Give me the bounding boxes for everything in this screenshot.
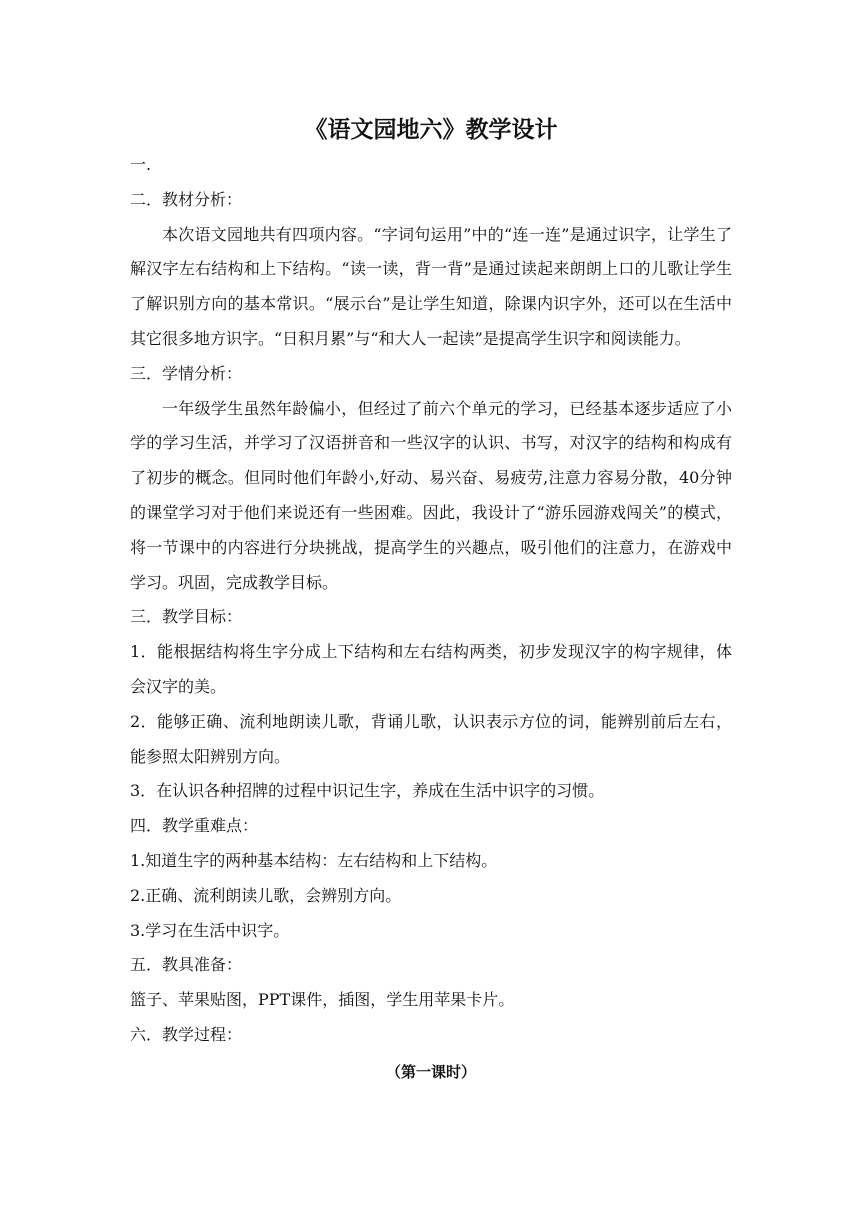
section-heading-teaching-goals: 三．教学目标：: [130, 607, 243, 627]
section-heading-textbook-analysis: 二．教材分析：: [130, 189, 243, 209]
goal-item-1: 1．能根据结构将生字分成上下结构和左右结构两类，初步发现汉字的构字规律，体会汉字的美。: [130, 642, 732, 696]
paragraph-textbook-analysis: 本次语文园地共有四项内容。“字词句运用”中的“连一连”是通过识字，让学生了解汉字左右结构和上下结构。“读一读，背一背”是通过读起来朗朗上口的儿歌让学生了解识别方向的基本常识。“展示台”是让学生知道，除课内识字外，还可以在生活中其它很多地方识字。“日积月累”与“和大人一起读”是提高学生识字和阅读能力。: [130, 224, 732, 348]
document-title: 《语文园地六》教学设计: [304, 117, 558, 143]
section-item-1: 一.: [130, 155, 152, 174]
goal-item-2: 2．能够正确、流利地朗读儿歌，背诵儿歌，认识表示方位的词，能辨别前后左右，能参照太阳辨别方向。: [130, 711, 732, 766]
section-heading-materials: 五．教具准备：: [130, 955, 243, 975]
key-point-item-1: 1.知道生字的两种基本结构：左右结构和上下结构。: [130, 850, 498, 870]
section-heading-student-analysis: 三．学情分析：: [130, 363, 243, 383]
paragraph-student-analysis: 一年级学生虽然年龄偏小，但经过了前六个单元的学习，已经基本逐步适应了小学的学习生活，并学习了汉语拼音和一些汉字的认识、书写，对汉字的结构和构成有了初步的概念。但同时他们年龄小,好动、易兴奋、易疲劳,注意力容易分散，40分钟的课堂学习对于他们来说还有一些困难。因此，我设计了“游乐园游戏闯关”的模式，将一节课中的内容进行分块挑战，提高学生的兴趣点，吸引他们的注意力，在游戏中学习。巩固，完成教学目标。: [130, 398, 732, 592]
lesson-label: （第一课时）: [385, 1062, 476, 1081]
key-point-item-2: 2.正确、流利朗读儿歌，会辨别方向。: [130, 885, 402, 905]
document-body: [130, 112, 732, 1089]
section-heading-teaching-process: 六．教学过程：: [130, 1024, 243, 1044]
materials-text: 篮子、苹果贴图，PPT课件，插图，学生用苹果卡片。: [130, 990, 515, 1010]
key-point-item-3: 3.学习在生活中识字。: [130, 920, 290, 940]
section-heading-key-points: 四．教学重难点：: [130, 816, 259, 836]
goal-item-3: 3．在认识各种招牌的过程中识记生字，养成在生活中识字的习惯。: [130, 781, 605, 801]
